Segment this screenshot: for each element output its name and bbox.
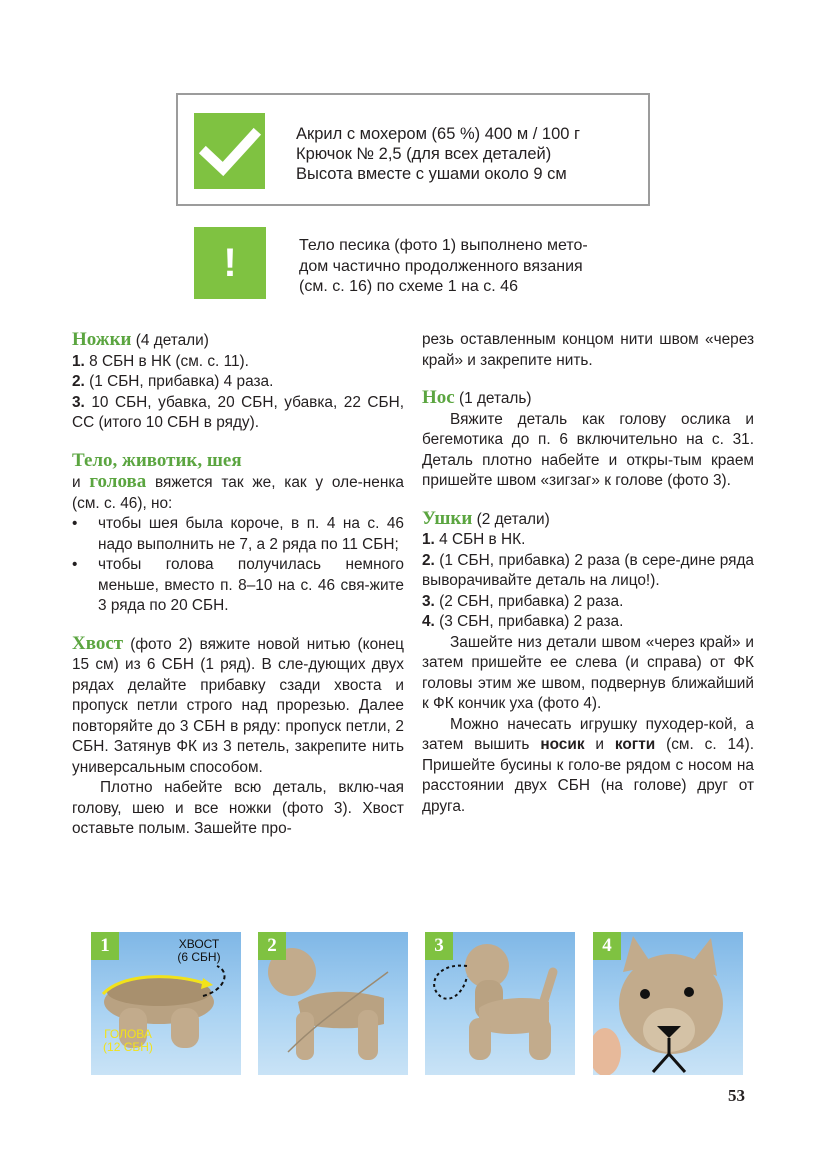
tail-label: ХВОСТ (6 СБН) — [177, 937, 221, 964]
photo-3 — [425, 932, 575, 1075]
note-line: (см. с. 16) по схеме 1 на с. 46 — [299, 278, 518, 295]
tail-heading: Хвост — [72, 632, 124, 654]
nose-text: Вяжите деталь как голову ослика и бегемотика до п. 6 включительно на с. 31. Деталь плотно набейте и откры-тым краем пришейте швом «зигзаг» к голове (фото 3). — [422, 410, 754, 489]
note-line: дом частично продолженного вязания — [299, 257, 583, 275]
nose-title: Нос (1 деталь) — [422, 387, 532, 408]
materials-info — [296, 124, 580, 184]
head-heading: голова — [89, 471, 147, 492]
ears-step: 1. 4 СБН в НК. — [422, 531, 526, 548]
left-column — [72, 330, 404, 840]
body-title — [72, 451, 404, 473]
legs-step: 3. 10 СБН, убавка, 20 СБН, убавка, 22 СБН, СС (итого 10 СБН в ряду). — [72, 393, 404, 431]
tail-continued: резь оставленным концом нити швом «через край» и закрепите нить. — [422, 331, 754, 369]
nose-heading: Нос — [422, 387, 455, 408]
photo-4 — [593, 932, 743, 1075]
body-bullet: • чтобы шея была короче, в п. 4 на с. 46 надо выполнить не 7, а 2 ряда по 11 СБН; — [72, 515, 404, 553]
photo-number-badge: 4 — [593, 932, 621, 960]
legs-step: 2. (1 СБН, прибавка) 4 раза. — [72, 373, 274, 390]
page-number: 53 — [728, 1086, 745, 1105]
materials-line: Акрил с мохером (65 %) 400 м / 100 г — [296, 125, 581, 143]
ears-heading: Ушки — [422, 507, 473, 529]
note-line: Тело песика (фото 1) выполнено мето- — [299, 237, 588, 254]
ears-sewing-text: Зашейте низ детали швом «через край» и затем пришейте ее слева (и справа) от ФК головы этим же швом, подвернув ближайший к ФК кончик уха (фото 4). — [422, 633, 754, 712]
stuffing-text: Плотно набейте всю деталь, вклю-чая голову, шею и все ножки (фото 3). Хвост оставьте полым. Зашейте про- — [72, 779, 404, 837]
photo-1 — [91, 932, 241, 1075]
body-heading: Тело, животик, шея — [72, 449, 242, 471]
right-column — [422, 330, 754, 817]
checkmark-icon — [194, 113, 265, 189]
legs-title — [72, 330, 404, 352]
legs-step: 1. 8 СБН в НК (см. с. 11). — [72, 352, 249, 370]
photo-number-badge: 1 — [91, 932, 119, 960]
photo-number-badge: 2 — [258, 932, 286, 960]
tail-text: Хвост (фото 2) вяжите новой нитью (конец 15 см) из 6 СБН (1 ряд). В сле-дующих двух рядах делайте прибавку сзади хвоста и пропуск петли строго над прорезью. Далее повторяйте до 3 СБН в ряду: пропуск петли, 2 СБН. Затянув ФК из 3 петель, закрепите нить универсальным способом. — [72, 632, 404, 776]
photo-2 — [258, 932, 408, 1075]
body-intro: и голова вяжется так же, как у оле-ненка (см. с. 46), но: — [72, 471, 404, 512]
exclamation-icon: ! — [194, 227, 266, 299]
method-note — [299, 236, 588, 298]
photo-number-badge: 3 — [425, 932, 453, 960]
finishing-text: Можно начесать игрушку пуходер-кой, а затем вышить носик и когти (см. с. 14). Пришейте бусины к голо-ве рядом с носом на расстоянии двух СБН (на голове) друг от друга. — [422, 715, 755, 815]
head-label: ГОЛОВА (12 СБН) — [103, 1027, 153, 1054]
ears-step: 3. (2 СБН, прибавка) 2 раза. — [422, 592, 624, 610]
hook-line: Крючок № 2,5 (для всех деталей) — [296, 145, 552, 163]
ears-title: Ушки (2 детали) — [422, 507, 550, 529]
ears-step: 4. (3 СБН, прибавка) 2 раза. — [422, 613, 624, 630]
legs-count: (4 детали) — [131, 332, 209, 349]
legs-heading: Ножки — [72, 329, 132, 350]
ears-step: 2. (1 СБН, прибавка) 2 раза (в сере-дине ряда выворачивайте деталь на лицо!). — [422, 551, 754, 589]
body-bullet: • чтобы голова получилась немного меньше, вместо п. 8–10 на с. 46 свя-жите 3 ряда по 20 СБН. — [72, 556, 404, 614]
height-line: Высота вместе с ушами около 9 см — [296, 165, 567, 183]
